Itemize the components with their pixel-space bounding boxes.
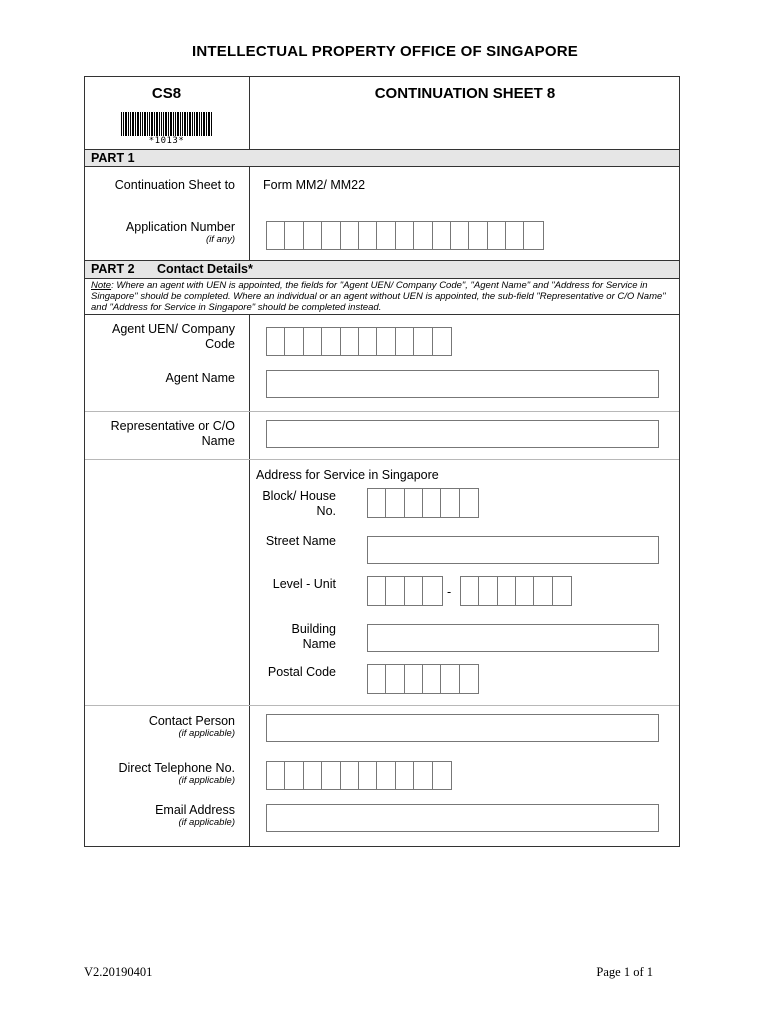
barcode-number: *1013* — [148, 136, 185, 146]
sheet-title: CONTINUATION SHEET 8 — [374, 85, 556, 102]
note-prefix: Note — [91, 280, 112, 291]
building-label: Building Name — [291, 622, 336, 651]
continuation-value: Form MM2/ MM22 — [263, 178, 366, 192]
application-number-sub: (if any) — [205, 234, 235, 245]
part2-note — [91, 280, 671, 313]
barcode-icon — [121, 112, 213, 136]
agent-uen-label: Agent UEN/ Company Code — [112, 322, 235, 351]
rep-name-label: Representative or C/O Name — [110, 419, 235, 448]
agent-name-field[interactable] — [266, 370, 659, 398]
postal-label: Postal Code — [267, 665, 336, 679]
application-number-label: Application Number — [125, 220, 235, 234]
rep-name-field[interactable] — [266, 420, 659, 448]
agent-name-label: Agent Name — [165, 371, 235, 385]
email-field[interactable] — [266, 804, 659, 832]
note-text: : Where an agent with UEN is appointed, the fields for "Agent UEN/ Company Code", "Agent Name" and "Address for Service in Singapore" should be completed. Where an individual or an agent without UEN is appointed, the sub-field "Representative or C/O Name" and "Address for Service in Singapore" should be completed instead. — [91, 280, 666, 313]
phone-sub: (if applicable) — [178, 775, 235, 786]
footer-page: Page 1 of 1 — [596, 965, 653, 979]
phone-boxes[interactable] — [266, 761, 452, 790]
block-boxes[interactable] — [367, 488, 479, 518]
contact-person-field[interactable] — [266, 714, 659, 742]
address-heading: Address for Service in Singapore — [256, 468, 439, 482]
level-boxes[interactable] — [367, 576, 443, 606]
office-title: INTELLECTUAL PROPERTY OFFICE OF SINGAPORE — [191, 43, 578, 60]
level-unit-separator: - — [447, 585, 452, 599]
street-label: Street Name — [265, 534, 336, 548]
contact-person-label: Contact Person — [148, 714, 235, 728]
footer-version: V2.20190401 — [84, 965, 153, 979]
block-label: Block/ House No. — [262, 489, 336, 518]
contact-person-sub: (if applicable) — [178, 728, 235, 739]
continuation-label: Continuation Sheet to — [114, 178, 235, 192]
street-field[interactable] — [367, 536, 659, 564]
phone-label: Direct Telephone No. — [118, 761, 235, 775]
building-field[interactable] — [367, 624, 659, 652]
agent-uen-boxes[interactable] — [266, 327, 452, 356]
part2-heading-num: PART 2 — [91, 262, 135, 276]
part2-heading-title: Contact Details* — [157, 262, 253, 276]
postal-boxes[interactable] — [367, 664, 479, 694]
email-sub: (if applicable) — [178, 817, 235, 828]
form-code: CS8 — [151, 85, 182, 102]
application-number-boxes[interactable] — [266, 221, 544, 250]
part1-bar — [85, 150, 679, 166]
level-unit-label: Level - Unit — [272, 577, 336, 591]
email-label: Email Address — [155, 803, 235, 817]
part1-heading: PART 1 — [91, 151, 135, 165]
unit-boxes[interactable] — [460, 576, 572, 606]
